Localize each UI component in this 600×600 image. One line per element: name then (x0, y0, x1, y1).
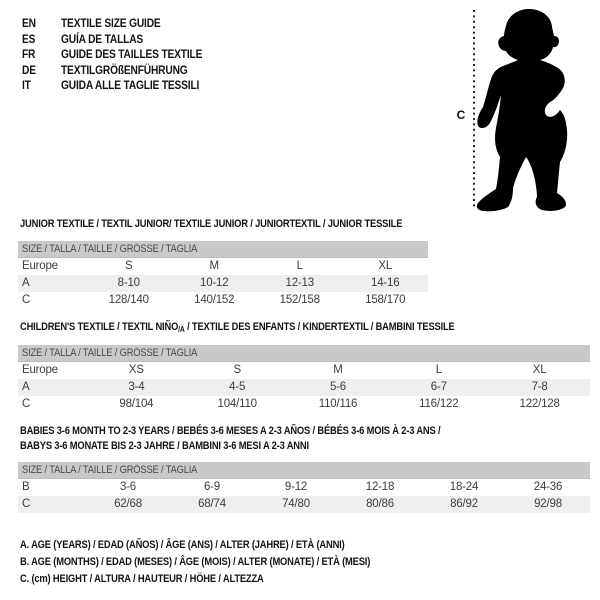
age-cell: 8-10 (117, 277, 140, 289)
age-cell: 12-18 (365, 481, 395, 493)
age-cell: 3-6 (119, 481, 137, 493)
size-cell: L (435, 364, 442, 376)
table-row-height (18, 496, 590, 513)
table-row-europe (18, 258, 428, 275)
language-row (22, 63, 227, 79)
row-label: Europe (22, 364, 58, 376)
size-header-bar: SIZE / TALLA / TAILLE / GRÖSSE / TAGLIA (18, 462, 590, 479)
age-cell: 24-36 (533, 481, 563, 493)
subscript: /A (178, 325, 185, 334)
height-cell: 98/104 (119, 398, 154, 410)
baby-figure (445, 0, 600, 220)
height-cell: 128/140 (108, 294, 149, 306)
age-cell: 12-13 (285, 277, 314, 289)
size-cell: XL (532, 364, 547, 376)
size-cell: M (333, 364, 343, 376)
language-label: GUÍA DE TALLAS (61, 31, 144, 46)
row-label: C (22, 498, 31, 510)
height-cell: 92/98 (534, 498, 562, 510)
legend (20, 537, 432, 588)
table-row-age (18, 379, 590, 396)
age-cell: 14-16 (371, 277, 400, 289)
row-label: Europe (22, 260, 58, 272)
language-row (22, 47, 227, 63)
measure-label: C (456, 108, 466, 122)
language-code: IT (22, 78, 31, 93)
age-cell: 5-6 (329, 381, 346, 393)
row-label: A (22, 381, 30, 393)
babies-size-table (18, 462, 590, 513)
size-cell: M (209, 260, 219, 272)
age-cell: 3-4 (128, 381, 145, 393)
table-row-height (18, 396, 590, 413)
age-cell: 6-9 (203, 481, 221, 493)
height-cell: 104/110 (217, 398, 257, 410)
language-row (22, 32, 227, 48)
size-cell: XL (378, 260, 393, 272)
age-cell: 9-12 (284, 481, 308, 493)
legend-line-c: C. (cm) HEIGHT / ALTURA / HAUTEUR / HÖHE / ALTEZZA (20, 573, 264, 585)
size-header-bar: SIZE / TALLA / TAILLE / GRÖSSE / TAGLIA (18, 241, 428, 258)
height-cell: 140/152 (194, 294, 235, 306)
age-cell: 7-8 (531, 381, 548, 393)
legend-line-b: B. AGE (MONTHS) / EDAD (MESES) / ÂGE (MOIS) / ALTER (MONATE) / ETÀ (MESI) (20, 556, 371, 568)
age-cell: 4-5 (229, 381, 246, 393)
table-row-europe (18, 362, 590, 379)
language-list (22, 16, 227, 94)
row-label: A (22, 277, 30, 289)
height-cell: 152/158 (279, 294, 320, 306)
language-code: EN (22, 16, 36, 30)
children-section-title: CHILDREN'S TEXTILE / TEXTIL $NIÑO_{/A}$ / TEXTILE DES ENFANTS / KINDERTEXTIL / BAMBINI TESSILE (20, 321, 455, 334)
size-cell: XS (128, 364, 144, 376)
language-code: DE (22, 62, 36, 77)
height-cell: 122/128 (519, 398, 560, 410)
language-row (22, 16, 227, 32)
row-label: C (22, 398, 31, 410)
age-cell: 18-24 (449, 481, 479, 493)
table-row-age (18, 275, 428, 292)
size-cell: S (233, 364, 241, 376)
table-row-age-months (18, 479, 590, 496)
children-size-table (18, 345, 590, 413)
legend-line-a: A. AGE (YEARS) / EDAD (AÑOS) / ÂGE (ANS) / ALTER (JAHRE) / ETÀ (ANNI) (20, 539, 345, 551)
junior-section-title: JUNIOR TEXTILE / TEXTIL JUNIOR/ TEXTILE JUNIOR / JUNIORTEXTIL / JUNIOR TESSILE (20, 218, 403, 230)
height-cell: 62/68 (114, 498, 142, 510)
language-label: GUIDA ALLE TAGLIE TESSILI (61, 78, 200, 93)
height-cell: 116/122 (419, 398, 459, 410)
toddler-silhouette-icon (477, 9, 567, 211)
junior-size-table (18, 241, 428, 309)
height-cell: 86/92 (450, 498, 478, 510)
language-row (22, 78, 227, 94)
size-cell: L (296, 260, 303, 272)
height-cell: 110/116 (318, 398, 358, 410)
language-label: TEXTILE SIZE GUIDE (61, 16, 161, 30)
row-label: B (22, 481, 30, 493)
age-cell: 10-12 (200, 277, 229, 289)
height-cell: 68/74 (198, 498, 226, 510)
language-label: GUIDE DES TAILLES TEXTILE (61, 47, 203, 62)
size-header-bar: SIZE / TALLA / TAILLE / GRÖSSE / TAGLIA (18, 345, 590, 362)
language-label: TEXTILGRÖßENFÜHRUNG (61, 62, 188, 77)
size-cell: S (125, 260, 133, 272)
row-label: C (22, 294, 31, 306)
height-cell: 80/86 (366, 498, 394, 510)
language-code: ES (22, 31, 36, 46)
language-code: FR (22, 47, 36, 62)
table-row-height (18, 292, 428, 309)
height-cell: 74/80 (282, 498, 310, 510)
height-cell: 158/170 (365, 294, 406, 306)
babies-section-title: BABIES 3-6 MONTH TO 2-3 YEARS / BEBÉS 3-6 MESES A 2-3 AÑOS / BÉBÉS 3-6 MOIS À 2-3 ANS / BABYS 3-6 MONATE BIS 2-3 JAHRE / BAMBINI 3-6 MESI A 2-3 ANNI (20, 425, 441, 452)
age-cell: 6-7 (430, 381, 447, 393)
